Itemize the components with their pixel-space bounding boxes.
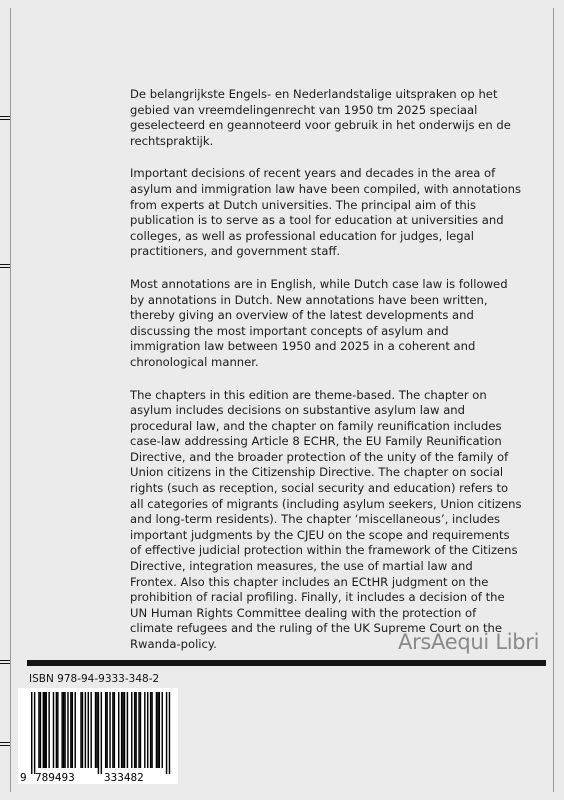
barcode-bar [127, 692, 128, 768]
barcode-digits-right: 333482 [104, 771, 144, 784]
barcode-bar [95, 692, 96, 768]
barcode-bar [90, 692, 91, 768]
barcode-bar [56, 692, 57, 768]
barcode-bar [134, 692, 135, 768]
barcode-bar [144, 692, 145, 768]
barcode-bar [135, 692, 136, 768]
barcode-bar [166, 692, 167, 774]
barcode-bar [169, 692, 170, 774]
barcode-bar [140, 692, 141, 768]
barcode-bar [118, 692, 119, 768]
blurb-paragraph-chapters: The chapters in this edition are theme-based. The chapter on asylum includes decisions on substantive asylum law and procedural law, and the chapter on family reunification includes case-law addressing Article 8 ECHR, the EU Family Reunification Directive, and the broader protection of the unity of the family of Union citizens in the Citizenship Directive. The chapter on social rights (such as reception, social security and education) refers to all categories of migrants (including asylum seekers, Union citizens and long-term residents). The chapter ‘miscellaneous’, includes important judgments by the CJEU on the scope and requirements of effective judicial protection within the framework of the Citizens Directive, integration measures, the use of martial law and Frontex. Also this chapter includes an ECtHR judgment on the prohibition of racial profiling. Finally, it includes a decision of the UN Human Rights Committee dealing with the protection of climate refugees and the ruling of the UK Supreme Court on the Rwanda-policy. [130, 387, 522, 651]
barcode-bar [131, 692, 132, 768]
isbn-label: ISBN 978-94-9333-348-2 [29, 673, 160, 685]
barcode-bar [67, 692, 68, 768]
barcode-bar [31, 692, 32, 774]
barcode-bar [124, 692, 125, 768]
barcode-bar [57, 692, 58, 768]
blurb-paragraph-intro: Important decisions of recent years and decades in the area of asylum and immigration law have been compiled, with annotations from experts at Dutch universities. The principal aim of this publication is to serve as a tool for education at universities and colleges, as well as professional education for judges, legal practitioners, and government staff. [130, 166, 521, 259]
crop-mark [0, 742, 10, 743]
barcode-bar [106, 692, 107, 768]
barcode-bar [63, 692, 64, 768]
barcode-bar [34, 692, 35, 774]
horizontal-rule [27, 660, 546, 666]
blurb-paragraph-dutch: De belangrijkste Engels- en Nederlandstalige uitspraken op het gebied van vreemdelingenrecht van 1950 tm 2025 speciaal geselecteerd en geannoteerd voor gebruik in het onderwijs en de rechtspraktijk. [130, 87, 511, 148]
barcode-bar [40, 692, 41, 768]
barcode-bar [162, 692, 163, 768]
isbn-barcode [18, 688, 178, 784]
barcode-bar [151, 692, 152, 768]
barcode-bar [98, 692, 99, 774]
barcode-bar [43, 692, 44, 768]
barcode-bar [147, 692, 148, 768]
barcode-bar [105, 692, 106, 768]
barcode-bar [70, 692, 71, 768]
barcode-bar [46, 692, 47, 768]
barcode-bar [82, 692, 83, 768]
barcode-bar [53, 692, 54, 768]
publisher-logo [398, 630, 548, 654]
barcode-bar [85, 692, 86, 768]
barcode-digit-first: 9 [20, 771, 27, 784]
barcode-bar [61, 692, 62, 768]
barcode-bar [114, 692, 115, 768]
barcode-bar [112, 692, 113, 768]
barcode-bar [88, 692, 89, 768]
barcode-bar [38, 692, 39, 768]
barcode-bar [159, 692, 160, 768]
barcode-bar [101, 692, 102, 774]
barcode-bar [72, 692, 73, 768]
barcode-bar [44, 692, 45, 768]
barcode-bar [157, 692, 158, 768]
barcode-bar [80, 692, 81, 768]
publisher-logo-ars: Ars [398, 630, 432, 654]
crop-mark [0, 660, 10, 661]
blurb [130, 87, 522, 670]
barcode-bar [75, 692, 76, 768]
barcode-bar [109, 692, 110, 768]
barcode-bar [48, 692, 49, 768]
barcode-bar [122, 692, 123, 768]
blurb-paragraph-annotations: Most annotations are in English, while Dutch case law is followed by annotations in Dutch. New annotations have been written, thereby giving an overview of the latest developments and discussing the most important concepts of asylum and immigration law between 1950 and 2025 in a coherent and chronological manner. [130, 276, 508, 369]
barcode-digits-left: 789493 [35, 771, 75, 784]
barcode-bar [138, 692, 139, 768]
barcode-bar [64, 692, 65, 768]
crop-mark [0, 116, 10, 117]
barcode-bar [96, 692, 97, 768]
publisher-logo-aequi-libri: Aequi Libri [431, 630, 540, 654]
barcode-bar [150, 692, 151, 768]
barcode-bar [156, 692, 157, 768]
crop-mark [0, 264, 10, 265]
barcode-bar [121, 692, 122, 768]
